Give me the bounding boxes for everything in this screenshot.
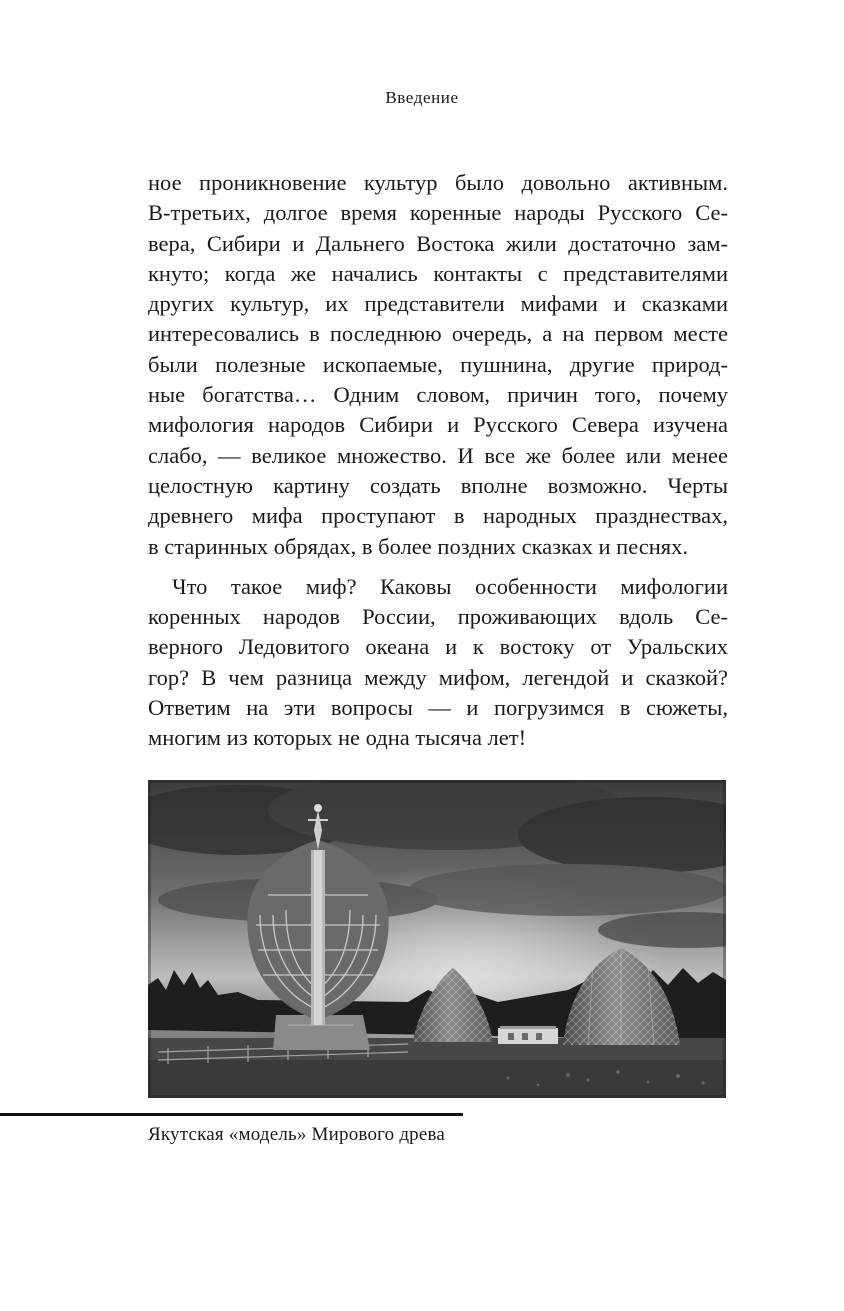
low-pavilion	[498, 1026, 558, 1044]
text-line: ное проникновение культур было довольно активным.	[148, 170, 728, 195]
text-line: В-третьих, долгое время коренные народы Русского Се-	[148, 200, 728, 226]
figure-caption: Якутская «модель» Мирового древа	[148, 1124, 446, 1145]
text-line: других культур, их представители мифами и сказками	[148, 291, 728, 317]
text-line: кнуто; когда же начались контакты с представителями	[148, 260, 728, 286]
text-line: древнего мифа проступают в народных празднествах,	[148, 503, 728, 529]
text-line: гор? В чем разница между мифом, легендой и сказкой?	[148, 664, 728, 690]
figure-photo	[148, 780, 726, 1098]
text-line: в старинных обрядах, в более поздних сказках и песнях.	[148, 533, 688, 559]
text-line: были полезные ископаемые, пушнина, другие природ-	[148, 351, 728, 377]
running-head: Введение	[385, 88, 459, 107]
paragraph-2	[148, 572, 728, 754]
text-line: целостную картину создать вполне возможно. Черты	[148, 472, 728, 498]
text-line: коренных народов России, проживающих вдоль Се-	[148, 604, 728, 630]
text-line: многим из которых не одна тысяча лет!	[148, 725, 527, 751]
text-line: Что такое миф? Каковы особенности мифологии	[172, 573, 728, 599]
text-line: интересовались в последнюю очередь, а на первом месте	[148, 321, 728, 347]
paragraph-1	[148, 168, 728, 562]
text-line: верного Ледовитого океана и к востоку от Уральских	[148, 634, 728, 660]
body-text	[148, 168, 728, 754]
caption-rule	[0, 1113, 463, 1116]
text-line: мифология народов Сибири и Русского Севера изучена	[148, 412, 728, 438]
text-line: вера, Сибири и Дальнего Востока жили достаточно зам-	[148, 230, 728, 256]
text-line: слабо, — великое множество. И все же более или менее	[148, 442, 728, 468]
text-line: Ответим на эти вопросы — и погрузимся в сюжеты,	[148, 695, 728, 721]
text-line: ные богатства… Одним словом, причин того, почему	[148, 382, 728, 408]
